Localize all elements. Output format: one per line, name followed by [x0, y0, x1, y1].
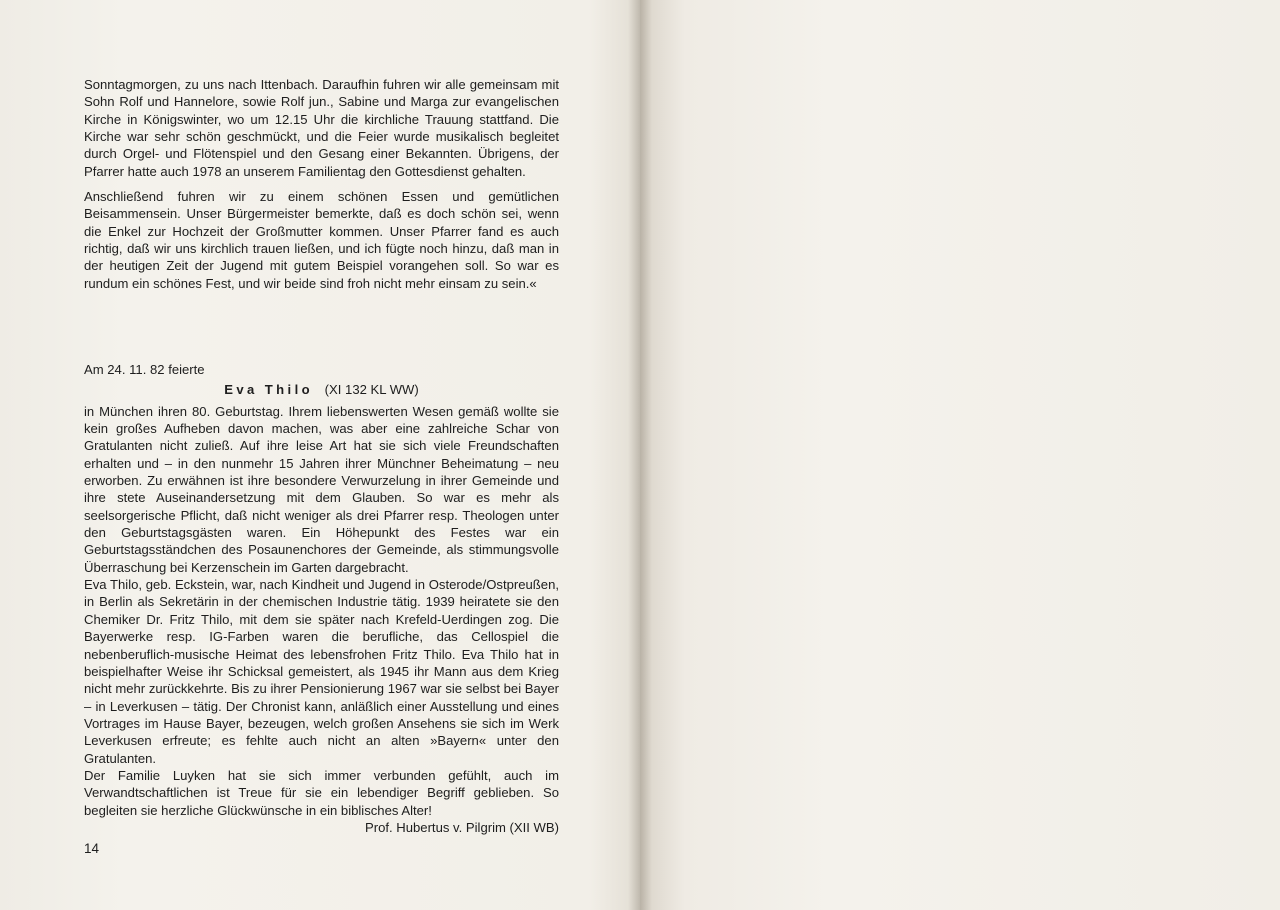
eva-thilo-article	[84, 361, 559, 836]
person-code: (XI 132 KL WW)	[324, 382, 419, 398]
article-paragraph: Eva Thilo, geb. Eckstein, war, nach Kindheit und Jugend in Osterode/Ostpreußen, in Berlin als Sekretärin in der chemischen Industrie tätig. 1939 heiratete sie den Chemiker Dr. Fritz Thilo, mit dem sie später nach Krefeld-Uerdingen zog. Die Bayerwerke resp. IG-Farben waren die berufliche, das Cellospiel die nebenberuflich-musische Heimat des lebensfrohen Fritz Thilo. Eva Thilo hat in beispielhafter Weise ihr Schicksal gemeistert, als 1945 ihr Mann aus dem Krieg nicht mehr zurückkehrte. Bis zu ihrer Pensionierung 1967 war sie selbst bei Bayer – in Leverkusen – tätig. Der Chronist kann, anläßlich einer Ausstellung und eines Vortrages im Hause Bayer, bezeugen, welch großen Ansehens sie sich im Werk Leverkusen erfreute; es fehlte auch nicht an alten »Bayern« unter den Gratulanten.	[84, 577, 559, 766]
article-signature: Prof. Hubertus v. Pilgrim (XII WB)	[364, 819, 559, 835]
article-paragraph: Der Familie Luyken hat sie sich immer verbunden gefühlt, auch im Verwandtschaftlichen ist Treue für sie ein lebendiger Begriff geblieben. So begleiten sie herzliche Glückwünsche in ein biblisches Alter!	[84, 767, 559, 818]
article-heading	[84, 381, 559, 398]
page-number: 14	[84, 841, 100, 856]
right-page	[640, 0, 1280, 910]
intro-paragraph: Anschließend fuhren wir zu einem schönen Essen und gemütlichen Beisammensein. Unser Bürgermeister bemerkte, daß es doch schön sei, wenn die Enkel zur Hochzeit der Großmutter kommen. Unser Pfarrer fand es auch richtig, daß wir uns kirchlich trauen ließen, und ich fügte noch hinzu, daß man in der heutigen Zeit der Jugend mit gutem Beispiel vorangehen soll. So war es rundum ein schönes Fest, und wir beide sind froh nicht mehr einsam zu sein.«	[84, 189, 559, 291]
left-intro	[84, 76, 559, 292]
article-date-line: Am 24. 11. 82 feierte	[84, 362, 205, 377]
intro-paragraph: Sonntagmorgen, zu uns nach Ittenbach. Daraufhin fuhren wir alle gemeinsam mit Sohn Rolf und Hannelore, sowie Rolf jun., Sabine und Marga zur evangelischen Kirche in Königswinter, wo um 12.15 Uhr die kirchliche Trauung stattfand. Die Kirche war sehr schön geschmückt, und die Feier wurde musikalisch begleitet durch Orgel- und Flötenspiel und den Gesang einer Bekannten. Übrigens, der Pfarrer hatte auch 1978 an unserem Familientag den Gottesdienst gehalten.	[84, 77, 559, 179]
article-paragraph: in München ihren 80. Geburtstag. Ihrem liebenswerten Wesen gemäß wollte sie kein großes Aufheben davon machen, was aber eine zahlreiche Schar von Gratulanten nicht zuließ. Auf ihre leise Art hat sie sich viele Freundschaften erhalten und – in den nunmehr 15 Jahren ihrer Münchner Beheimatung – neu erworben. Zu erwähnen ist ihre besondere Verwurzelung in ihrer Gemeinde und ihre stete Auseinandersetzung mit dem Glauben. So war es mehr als seelsorgerische Pflicht, daß nicht weniger als drei Pfarrer resp. Theologen unter den Geburtstagsgästen waren. Ein Höhepunkt des Festes war ein Geburtstagsständchen des Posaunenchores der Gemeinde, als stimmungsvolle Überraschung bei Kerzenschein im Garten dargebracht.	[84, 403, 559, 575]
person-name: Eva Thilo	[224, 382, 314, 398]
